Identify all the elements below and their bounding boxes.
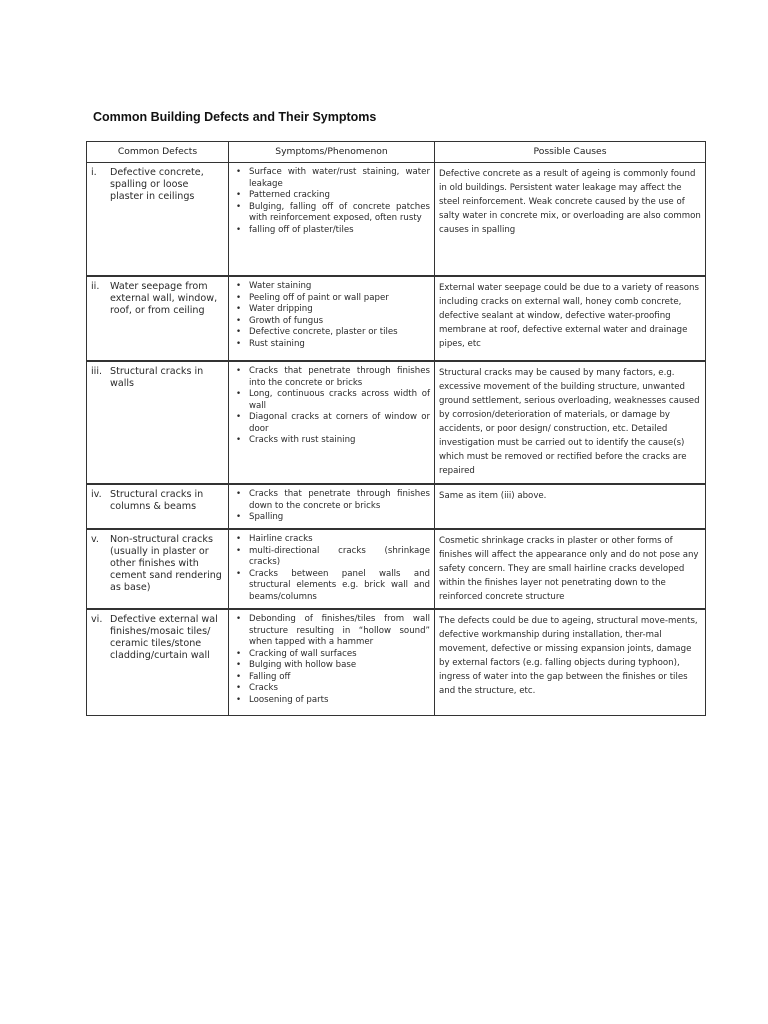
symptom-item: • Growth of fungus	[233, 316, 430, 328]
causes-cell	[435, 163, 706, 277]
symptom-item: • Hairline cracks	[233, 534, 430, 546]
symptom-item: • Cracking of wall surfaces	[233, 649, 430, 661]
causes-text: Same as item (iii) above.	[439, 491, 547, 501]
symptom-item: • Cracks that penetrate through finishes into the concrete or bricks	[233, 366, 430, 389]
defect-cell	[87, 163, 229, 277]
symptoms-cell	[229, 361, 435, 484]
defect-number: v.	[91, 534, 99, 545]
defect-name: Structural cracks in columns & beams	[110, 489, 204, 512]
symptom-item: • Diagonal cracks at corners of window or door	[233, 412, 430, 435]
symptom-item: • Surface with water/rust staining, water leakage	[233, 167, 430, 190]
causes-cell	[435, 529, 706, 609]
causes-text: Defective concrete as a result of ageing is commonly found in old buildings. Persistent water leakage may affect the steel reinforcement. Weak concrete caused by the use of salty water in concrete mix, or overloading are also common causes in spalling	[439, 169, 701, 235]
symptom-item: • multi-directional cracks (shrinkage cracks)	[233, 546, 430, 569]
causes-cell	[435, 609, 706, 716]
symptom-item: • Debonding of finishes/tiles from wall structure resulting in “hollow sound” when tapped with a hammer	[233, 614, 430, 649]
column-header-symptoms: Symptoms/Phenomenon	[229, 142, 435, 163]
symptoms-list	[233, 281, 430, 350]
table-row	[87, 529, 706, 609]
causes-text: The defects could be due to ageing, structural move-ments, defective workmanship during installation, ther-mal movement, defective or missing expansion joints, damage by external factors (e.g. falling objects during typhoon), ingress of water into the gap between the finishes or tiles and the structure, etc.	[439, 616, 698, 696]
defect-number: i.	[91, 167, 97, 178]
symptoms-cell	[229, 609, 435, 716]
defect-name: Defective concrete, spalling or loose plaster in ceilings	[110, 167, 204, 202]
table-row	[87, 276, 706, 361]
causes-cell	[435, 361, 706, 484]
symptoms-list	[233, 489, 430, 524]
symptoms-list	[233, 534, 430, 603]
symptom-item: • Patterned cracking	[233, 190, 430, 202]
causes-cell	[435, 484, 706, 529]
symptoms-cell	[229, 276, 435, 361]
table-row	[87, 361, 706, 484]
symptom-item: • Falling off	[233, 672, 430, 684]
symptom-item: • Long, continuous cracks across width of wall	[233, 389, 430, 412]
defect-cell	[87, 276, 229, 361]
causes-text: Cosmetic shrinkage cracks in plaster or other forms of finishes will affect the appearance only and do not pose any safety concern. They are small hairline cracks developed within the finishes layer not penetrating down to the reinforced concrete structure	[439, 536, 699, 602]
defect-cell	[87, 529, 229, 609]
defect-cell	[87, 609, 229, 716]
symptom-item: • Peeling off of paint or wall paper	[233, 293, 430, 305]
symptoms-list	[233, 366, 430, 447]
defect-name: Defective external wal finishes/mosaic tiles/ ceramic tiles/stone cladding/curtain wall	[110, 614, 218, 661]
defect-cell	[87, 484, 229, 529]
symptom-item: • Loosening of parts	[233, 695, 430, 707]
defect-number: ii.	[91, 281, 100, 292]
defect-name: Non-structural cracks (usually in plaster or other finishes with cement sand rendering as base)	[110, 534, 222, 593]
symptoms-cell	[229, 529, 435, 609]
symptom-item: • Bulging with hollow base	[233, 660, 430, 672]
symptom-item: • Defective concrete, plaster or tiles	[233, 327, 430, 339]
causes-text: Structural cracks may be caused by many factors, e.g. excessive movement of the building structure, unwanted ground settlement, serious overloading, weaknesses caused by corrosion/deterioration of materials, or damage by accidents, or poor design/ construction, etc. Detailed investigation must be carried out to identify the cause(s) which must be removed or rectified before the cracks are repaired	[439, 368, 700, 476]
table-header-row	[87, 142, 706, 163]
page-title: Common Building Defects and Their Symptoms	[93, 110, 377, 124]
table-row	[87, 609, 706, 716]
symptom-item: • falling off of plaster/tiles	[233, 225, 430, 237]
symptom-item: • Cracks	[233, 683, 430, 695]
symptom-item: • Cracks that penetrate through finishes down to the concrete or bricks	[233, 489, 430, 512]
defect-number: iv.	[91, 489, 102, 500]
symptoms-cell	[229, 163, 435, 277]
defect-number: iii.	[91, 366, 103, 377]
symptom-item: • Water dripping	[233, 304, 430, 316]
defects-table	[86, 141, 706, 716]
defect-number: vi.	[91, 614, 103, 625]
symptom-item: • Cracks with rust staining	[233, 435, 430, 447]
symptoms-list	[233, 167, 430, 236]
table-row	[87, 484, 706, 529]
causes-cell	[435, 276, 706, 361]
symptom-item: • Water staining	[233, 281, 430, 293]
symptom-item: • Cracks between panel walls and structural elements e.g. brick wall and beams/columns	[233, 569, 430, 604]
column-header-causes: Possible Causes	[435, 142, 706, 163]
symptom-item: • Bulging, falling off of concrete patches with reinforcement exposed, often rusty	[233, 202, 430, 225]
column-header-defects: Common Defects	[87, 142, 229, 163]
causes-text: External water seepage could be due to a variety of reasons including cracks on external wall, honey comb concrete, defective sealant at window, defective water-proofing membrane at roof, defective external water and drainage pipes, etc	[439, 283, 699, 349]
symptoms-cell	[229, 484, 435, 529]
symptoms-list	[233, 614, 430, 706]
symptom-item: • Spalling	[233, 512, 430, 524]
defect-name: Water seepage from external wall, window, roof, or from ceiling	[110, 281, 218, 316]
table-row	[87, 163, 706, 277]
defect-cell	[87, 361, 229, 484]
defect-name: Structural cracks in walls	[110, 366, 204, 389]
symptom-item: • Rust staining	[233, 339, 430, 351]
